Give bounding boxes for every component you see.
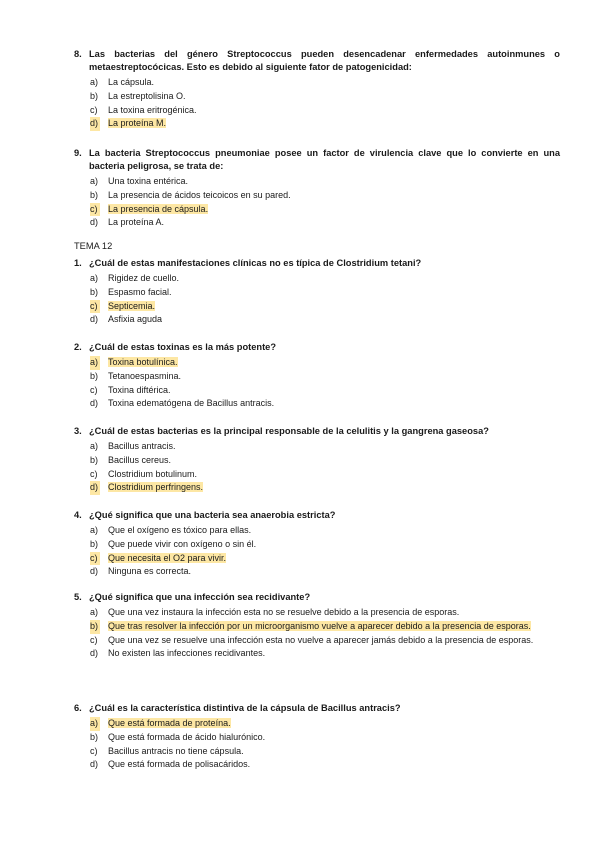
- option-b: b) La estreptolisina O.: [90, 90, 186, 101]
- option-list: [74, 356, 560, 411]
- question-number: 5.: [74, 592, 82, 602]
- question-3: [74, 425, 560, 495]
- section-title: TEMA 12: [74, 241, 113, 251]
- question-stem: ¿Cuál de estas manifestaciones clínicas no es típica de Clostridium tetani?: [89, 258, 422, 268]
- question-4: [74, 509, 560, 579]
- question-stem: ¿Cuál de estas toxinas es la más potente?: [89, 342, 277, 352]
- option-c-highlighted: c) Que necesita el O2 para vivir.: [74, 552, 560, 566]
- option-c-highlighted: c) La presencia de cápsula.: [74, 203, 560, 217]
- option-c-highlighted: c) Septicemia.: [74, 300, 560, 314]
- question-5: [74, 591, 560, 661]
- option-d: d) Ninguna es correcta.: [90, 566, 192, 577]
- option-c: c) Bacillus antracis no tiene cápsula.: [90, 745, 244, 756]
- question-stem: ¿Qué significa que una bacteria sea anaerobia estricta?: [89, 510, 336, 520]
- option-c: c) La toxina eritrogénica.: [90, 104, 197, 115]
- question-stem: ¿Cuál de estas bacterias es la principal responsable de la celulitis y la gangrena gaseosa?: [89, 426, 489, 436]
- question-number: 6.: [74, 703, 82, 713]
- option-d: d) Que está formada de polisacáridos.: [90, 759, 251, 770]
- option-list: [74, 717, 560, 772]
- option-d-highlighted: d) La proteína M.: [74, 117, 560, 131]
- option-a: a) Rigidez de cuello.: [90, 273, 180, 283]
- question-text: [74, 702, 560, 715]
- question-8: [74, 48, 560, 131]
- question-9: [74, 147, 560, 230]
- question-1: [74, 257, 560, 327]
- question-number: 8.: [74, 49, 82, 59]
- question-stem: ¿Qué significa que una infección sea recidivante?: [89, 592, 311, 602]
- option-d: d) Toxina edematógena de Bacillus antracis.: [90, 398, 275, 409]
- question-6: [74, 702, 560, 772]
- option-c: c) Que una vez se resuelve una infección esta no vuelve a aparecer jamás debido a la presencia de esporas.: [90, 634, 534, 645]
- question-text: [74, 257, 560, 270]
- option-c: c) Toxina diftérica.: [90, 384, 171, 395]
- option-list: [74, 524, 560, 579]
- option-c: c) Clostridium botulinum.: [90, 468, 198, 479]
- question-number: 3.: [74, 426, 82, 436]
- question-stem: Las bacterias del género Streptococcus pueden desencadenar enfermedades autoinmunes o metaestreptocócicas. Esto es debido al siguiente fator de patogenicidad:: [89, 49, 560, 72]
- question-stem: ¿Cuál es la característica distintiva de la cápsula de Bacillus antracis?: [89, 703, 401, 713]
- question-number: 9.: [74, 148, 82, 158]
- option-b: b) Que está formada de ácido hialurónico.: [90, 731, 266, 742]
- question-text: [74, 591, 560, 604]
- question-number: 2.: [74, 342, 82, 352]
- question-2: [74, 341, 560, 411]
- option-b: b) Espasmo facial.: [90, 286, 172, 297]
- option-list: [74, 76, 560, 131]
- question-number: 1.: [74, 258, 82, 268]
- question-text: [74, 341, 560, 354]
- option-b: b) Tetanoespasmina.: [90, 370, 182, 381]
- option-a-highlighted: a) Que está formada de proteína.: [74, 717, 560, 731]
- option-list: [74, 272, 560, 327]
- option-list: [74, 175, 560, 230]
- question-stem: La bacteria Streptococcus pneumoniae posee un factor de virulencia clave que lo convierte en una bacteria peligrosa, se trata de:: [89, 148, 560, 171]
- question-text: [74, 425, 560, 438]
- option-b: b) Que puede vivir con oxígeno o sin él.: [90, 538, 257, 549]
- option-d: d) Asfixia aguda: [90, 314, 163, 325]
- question-text: [74, 147, 560, 173]
- option-a: a) Que una vez instaura la infección esta no se resuelve debido a la presencia de esporas.: [90, 607, 460, 617]
- option-a: a) Una toxina entérica.: [90, 176, 189, 186]
- option-d-highlighted: d) Clostridium perfringens.: [74, 481, 560, 495]
- option-b-highlighted: b) Que tras resolver la infección por un microorganismo vuelve a aparecer debido a la presencia de esporas.: [74, 620, 560, 634]
- option-d: d) No existen las infecciones recidivantes.: [90, 648, 266, 659]
- option-a: a) Bacillus antracis.: [90, 441, 176, 451]
- question-text: [74, 509, 560, 522]
- option-list: [74, 606, 560, 661]
- option-b: b) La presencia de ácidos teicoicos en su pared.: [90, 189, 291, 200]
- question-text: [74, 48, 560, 74]
- option-a: a) Que el oxígeno es tóxico para ellas.: [90, 525, 252, 535]
- option-a-highlighted: a) Toxina botulínica.: [74, 356, 560, 370]
- option-a: a) La cápsula.: [90, 77, 155, 87]
- option-list: [74, 440, 560, 495]
- question-number: 4.: [74, 510, 82, 520]
- option-d: d) La proteína A.: [90, 217, 165, 228]
- option-b: b) Bacillus cereus.: [90, 454, 172, 465]
